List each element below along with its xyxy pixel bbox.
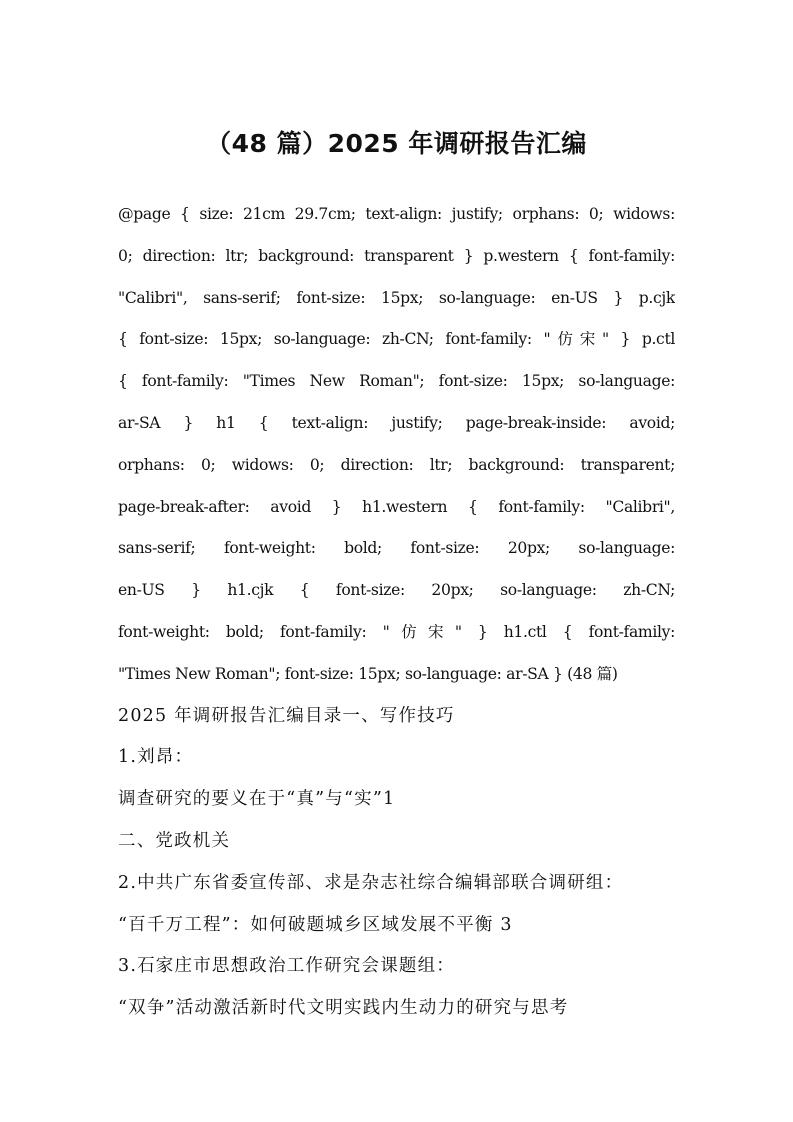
toc-entry-author: 1.刘昂：	[118, 747, 194, 768]
toc-entry-title: 调查研究的要义在于“真”与“实”1	[118, 789, 396, 810]
toc-entry-title: “双争”活动激活新时代文明实践内生动力的研究与思考	[118, 998, 569, 1019]
body-line: 0; direction: ltr; background: transparent } p.western { font-family:	[118, 246, 675, 265]
body-line: page-break-after: avoid } h1.western { font-family: "Calibri",	[118, 497, 675, 516]
body-line: { font-size: 15px; so-language: zh-CN; font-family: "仿宋" } p.ctl	[118, 330, 675, 349]
body-line: ar-SA } h1 { text-align: justify; page-break-inside: avoid;	[118, 413, 675, 432]
toc-entry-author: 3.石家庄市思想政治工作研究会课题组：	[118, 956, 455, 977]
toc-entry-author: 2.中共广东省委宣传部、求是杂志社综合编辑部联合调研组：	[118, 872, 624, 893]
body-line: "Calibri", sans-serif; font-size: 15px; so-language: en-US } p.cjk	[118, 288, 675, 307]
body-line: "Times New Roman"; font-size: 15px; so-language: ar-SA } (48 篇)	[118, 664, 618, 683]
toc-section-heading: 二、党政机关	[118, 830, 231, 851]
document-body	[118, 194, 675, 1030]
body-line: en-US } h1.cjk { font-size: 20px; so-language: zh-CN;	[118, 581, 675, 600]
body-line: font-weight: bold; font-family: "仿宋" } h1.ctl { font-family:	[118, 622, 675, 641]
body-line: sans-serif; font-weight: bold; font-size: 20px; so-language:	[118, 539, 675, 558]
toc-entry-title: “百千万工程”：如何破题城乡区域发展不平衡 3	[118, 914, 513, 935]
body-line: { font-family: "Times New Roman"; font-size: 15px; so-language:	[118, 372, 675, 391]
document-title: （48 篇）2025 年调研报告汇编	[206, 129, 587, 158]
body-line: orphans: 0; widows: 0; direction: ltr; background: transparent;	[118, 455, 675, 474]
body-line: @page { size: 21cm 29.7cm; text-align: justify; orphans: 0; widows:	[118, 205, 675, 223]
toc-heading-line: 2025 年调研报告汇编目录一、写作技巧	[118, 705, 455, 726]
